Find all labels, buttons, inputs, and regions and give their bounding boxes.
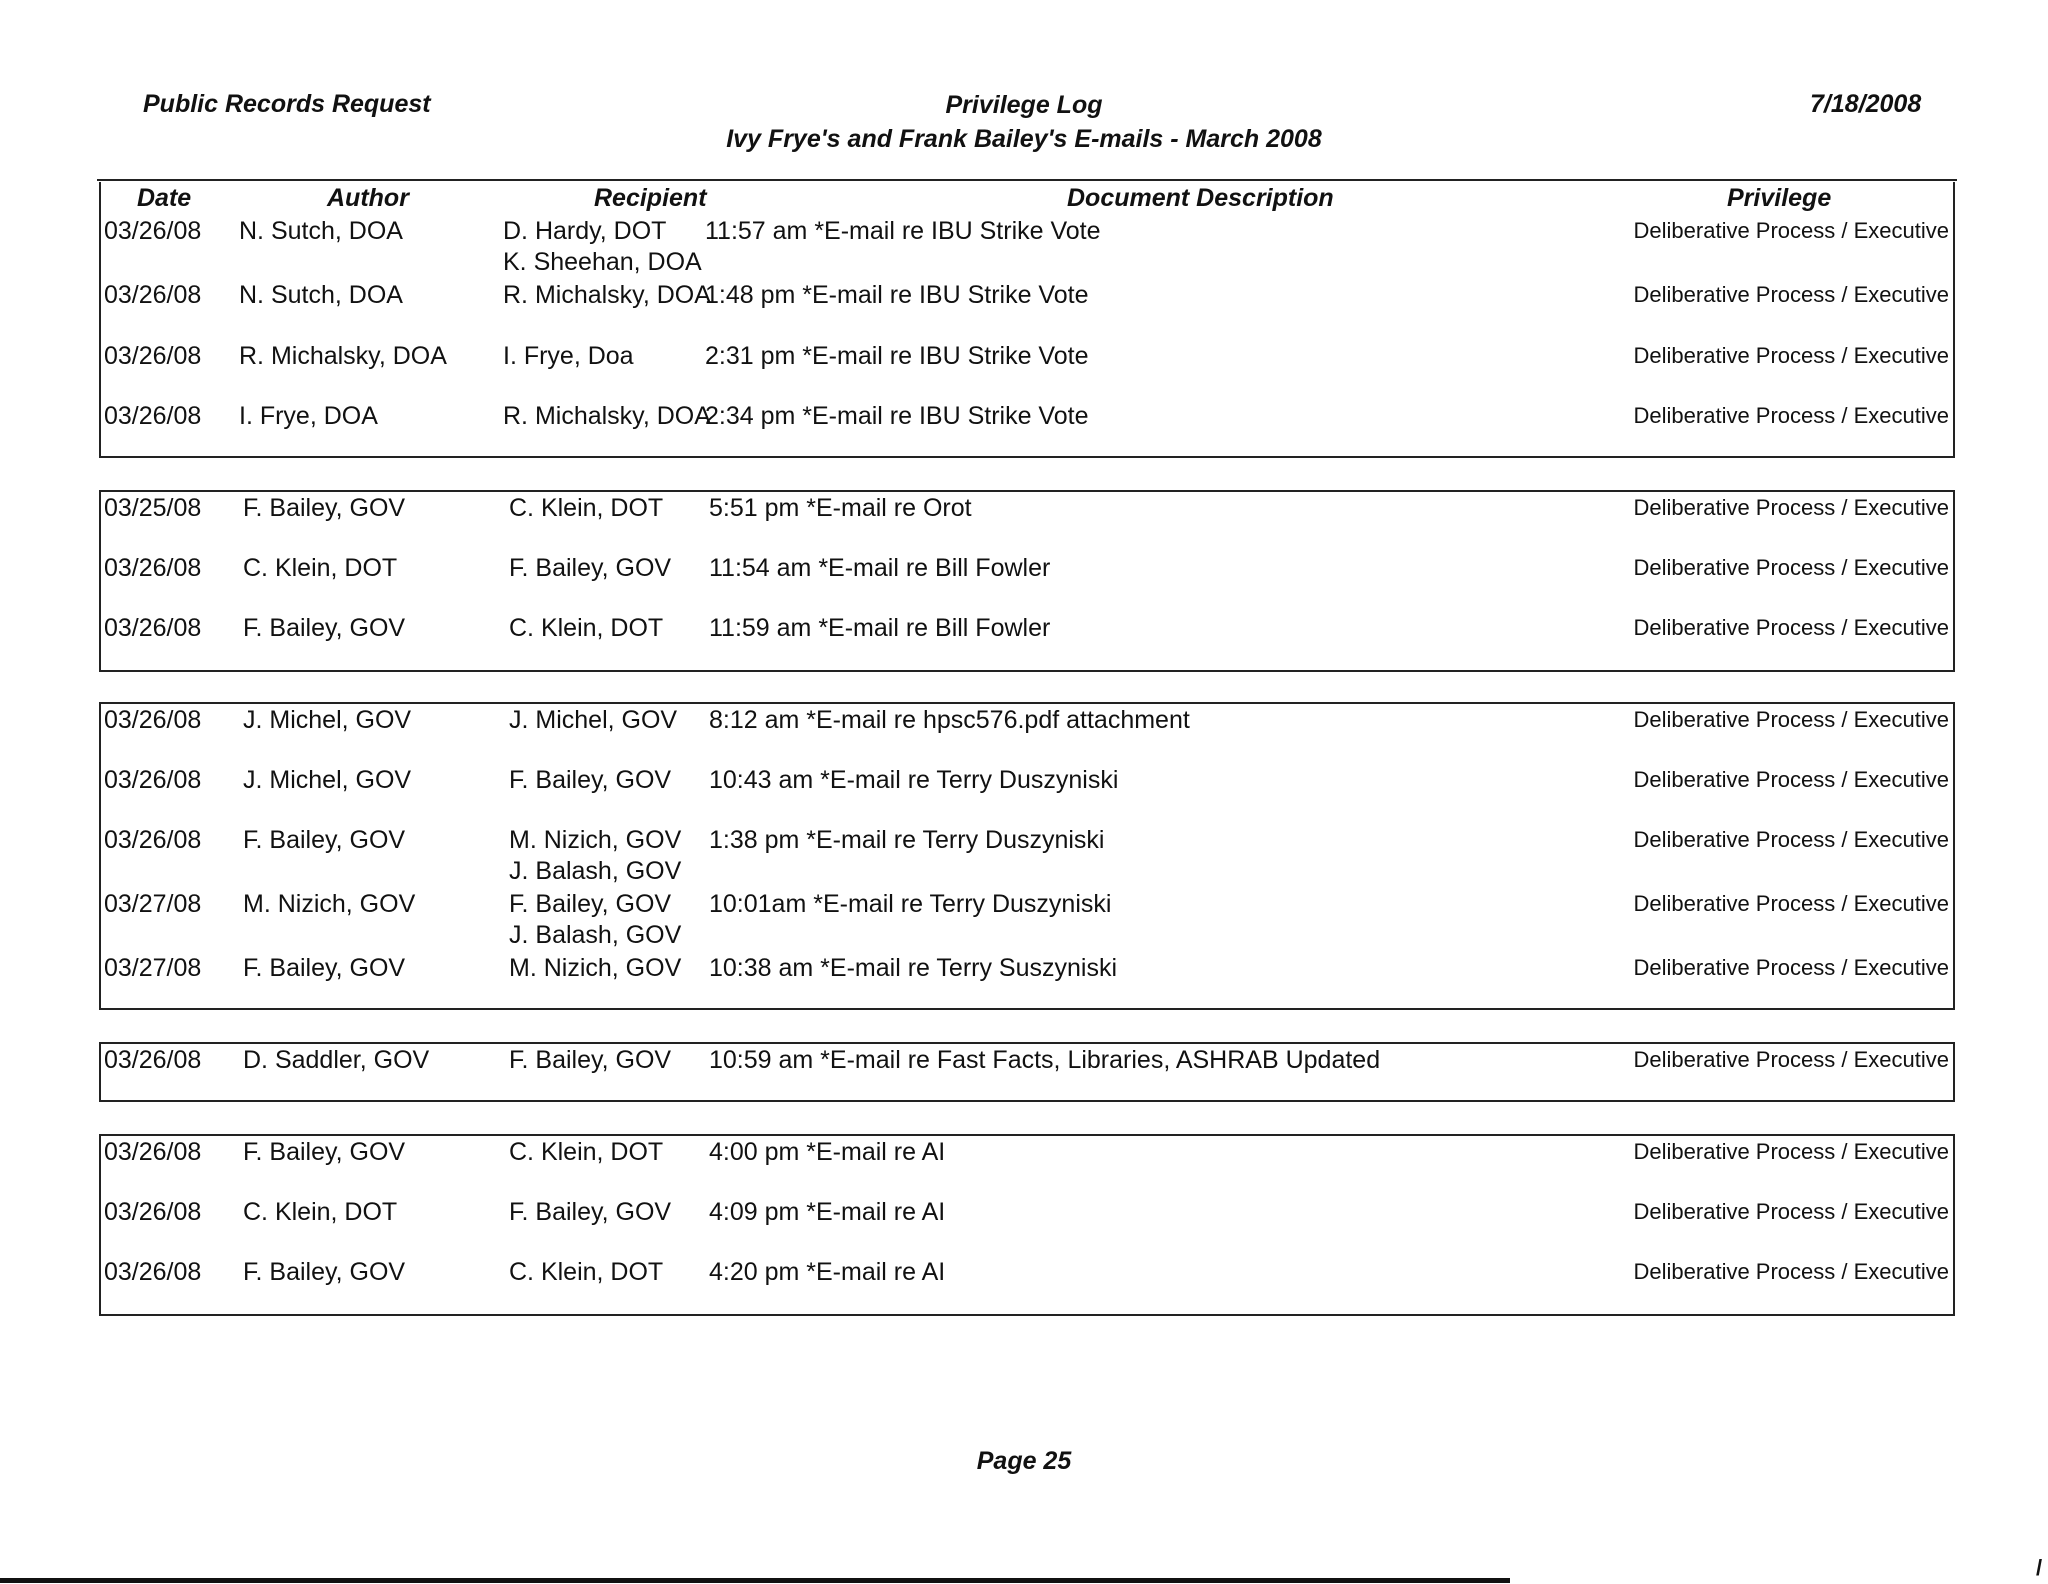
row-recipient: D. Hardy, DOT (503, 217, 667, 245)
row-author: D. Saddler, GOV (243, 1046, 430, 1074)
row-description: 10:01am *E-mail re Terry Duszyniski (709, 890, 1112, 918)
row-recipient: K. Sheehan, DOA (503, 248, 702, 276)
row-recipient: F. Bailey, GOV (509, 1198, 672, 1226)
row-recipient: R. Michalsky, DOA (503, 402, 711, 430)
column-header-privilege: Privilege (1727, 184, 1832, 212)
row-description: 1:48 pm *E-mail re IBU Strike Vote (705, 281, 1089, 309)
row-date: 03/26/08 (104, 1258, 202, 1286)
row-date: 03/27/08 (104, 954, 202, 982)
log-group (99, 490, 1955, 672)
row-privilege: Deliberative Process / Executive (1633, 707, 1949, 732)
row-date: 03/26/08 (104, 281, 202, 309)
row-author: F. Bailey, GOV (243, 954, 406, 982)
column-header-description: Document Description (1067, 184, 1334, 212)
column-header-rule (97, 179, 1957, 181)
row-description: 11:57 am *E-mail re IBU Strike Vote (705, 217, 1101, 245)
log-group (99, 182, 1955, 458)
row-privilege: Deliberative Process / Executive (1633, 282, 1949, 307)
row-recipient: I. Frye, Doa (503, 342, 634, 370)
row-date: 03/26/08 (104, 1046, 202, 1074)
row-recipient: C. Klein, DOT (509, 1258, 664, 1286)
row-description: 5:51 pm *E-mail re Orot (709, 494, 972, 522)
row-author: I. Frye, DOA (239, 402, 378, 430)
column-header-author: Author (327, 184, 409, 212)
log-group (99, 702, 1955, 1010)
row-author: N. Sutch, DOA (239, 281, 403, 309)
row-author: F. Bailey, GOV (243, 614, 406, 642)
header-left-label: Public Records Request (143, 90, 431, 118)
row-date: 03/26/08 (104, 614, 202, 642)
row-author: R. Michalsky, DOA (239, 342, 447, 370)
row-recipient: C. Klein, DOT (509, 1138, 664, 1166)
row-date: 03/26/08 (104, 342, 202, 370)
row-author: F. Bailey, GOV (243, 1138, 406, 1166)
row-date: 03/26/08 (104, 402, 202, 430)
row-date: 03/26/08 (104, 217, 202, 245)
document-title: Privilege Log (945, 91, 1103, 119)
row-privilege: Deliberative Process / Executive (1633, 495, 1949, 520)
bottom-rule (0, 1578, 1510, 1583)
row-privilege: Deliberative Process / Executive (1633, 343, 1949, 368)
row-privilege: Deliberative Process / Executive (1633, 955, 1949, 980)
page-number: Page 25 (976, 1447, 1072, 1475)
row-date: 03/26/08 (104, 554, 202, 582)
row-recipient: J. Michel, GOV (509, 706, 678, 734)
row-privilege: Deliberative Process / Executive (1633, 218, 1949, 243)
row-privilege: Deliberative Process / Executive (1633, 1139, 1949, 1164)
row-recipient: F. Bailey, GOV (509, 766, 672, 794)
row-author: F. Bailey, GOV (243, 494, 406, 522)
row-description: 2:31 pm *E-mail re IBU Strike Vote (705, 342, 1089, 370)
row-description: 4:00 pm *E-mail re AI (709, 1138, 946, 1166)
row-privilege: Deliberative Process / Executive (1633, 615, 1949, 640)
row-privilege: Deliberative Process / Executive (1633, 767, 1949, 792)
row-privilege: Deliberative Process / Executive (1633, 1199, 1949, 1224)
row-author: C. Klein, DOT (243, 554, 398, 582)
row-privilege: Deliberative Process / Executive (1633, 1259, 1949, 1284)
row-description: 10:59 am *E-mail re Fast Facts, Libraries, ASHRAB Updated (709, 1046, 1381, 1074)
document-subtitle: Ivy Frye's and Frank Bailey's E-mails - March 2008 (726, 125, 1322, 153)
row-recipient: M. Nizich, GOV (509, 954, 682, 982)
row-description: 4:20 pm *E-mail re AI (709, 1258, 946, 1286)
row-author: J. Michel, GOV (243, 766, 412, 794)
column-header-recipient: Recipient (594, 184, 707, 212)
row-author: N. Sutch, DOA (239, 217, 403, 245)
row-privilege: Deliberative Process / Executive (1633, 891, 1949, 916)
row-recipient: R. Michalsky, DOA (503, 281, 711, 309)
row-author: F. Bailey, GOV (243, 1258, 406, 1286)
row-privilege: Deliberative Process / Executive (1633, 555, 1949, 580)
row-author: F. Bailey, GOV (243, 826, 406, 854)
row-privilege: Deliberative Process / Executive (1633, 827, 1949, 852)
row-recipient: F. Bailey, GOV (509, 554, 672, 582)
row-recipient: J. Balash, GOV (509, 857, 682, 885)
scan-mark: / (2036, 1555, 2043, 1580)
row-description: 11:54 am *E-mail re Bill Fowler (709, 554, 1051, 582)
row-description: 4:09 pm *E-mail re AI (709, 1198, 946, 1226)
row-description: 8:12 am *E-mail re hpsc576.pdf attachment (709, 706, 1190, 734)
row-date: 03/26/08 (104, 1198, 202, 1226)
row-date: 03/26/08 (104, 826, 202, 854)
row-description: 10:38 am *E-mail re Terry Suszyniski (709, 954, 1118, 982)
row-author: M. Nizich, GOV (243, 890, 416, 918)
row-date: 03/26/08 (104, 1138, 202, 1166)
row-privilege: Deliberative Process / Executive (1633, 1047, 1949, 1072)
row-date: 03/26/08 (104, 706, 202, 734)
row-description: 2:34 pm *E-mail re IBU Strike Vote (705, 402, 1089, 430)
row-recipient: F. Bailey, GOV (509, 1046, 672, 1074)
row-recipient: J. Balash, GOV (509, 921, 682, 949)
row-author: J. Michel, GOV (243, 706, 412, 734)
row-privilege: Deliberative Process / Executive (1633, 403, 1949, 428)
row-description: 11:59 am *E-mail re Bill Fowler (709, 614, 1051, 642)
row-author: C. Klein, DOT (243, 1198, 398, 1226)
column-header-date: Date (137, 184, 192, 212)
row-date: 03/25/08 (104, 494, 202, 522)
header-date: 7/18/2008 (1810, 90, 1922, 118)
row-date: 03/26/08 (104, 766, 202, 794)
row-recipient: C. Klein, DOT (509, 614, 664, 642)
log-group (99, 1134, 1955, 1316)
log-group (99, 1042, 1955, 1102)
row-date: 03/27/08 (104, 890, 202, 918)
row-recipient: M. Nizich, GOV (509, 826, 682, 854)
row-recipient: C. Klein, DOT (509, 494, 664, 522)
row-recipient: F. Bailey, GOV (509, 890, 672, 918)
header-title-block (0, 88, 2048, 156)
row-description: 1:38 pm *E-mail re Terry Duszyniski (709, 826, 1105, 854)
row-description: 10:43 am *E-mail re Terry Duszyniski (709, 766, 1119, 794)
